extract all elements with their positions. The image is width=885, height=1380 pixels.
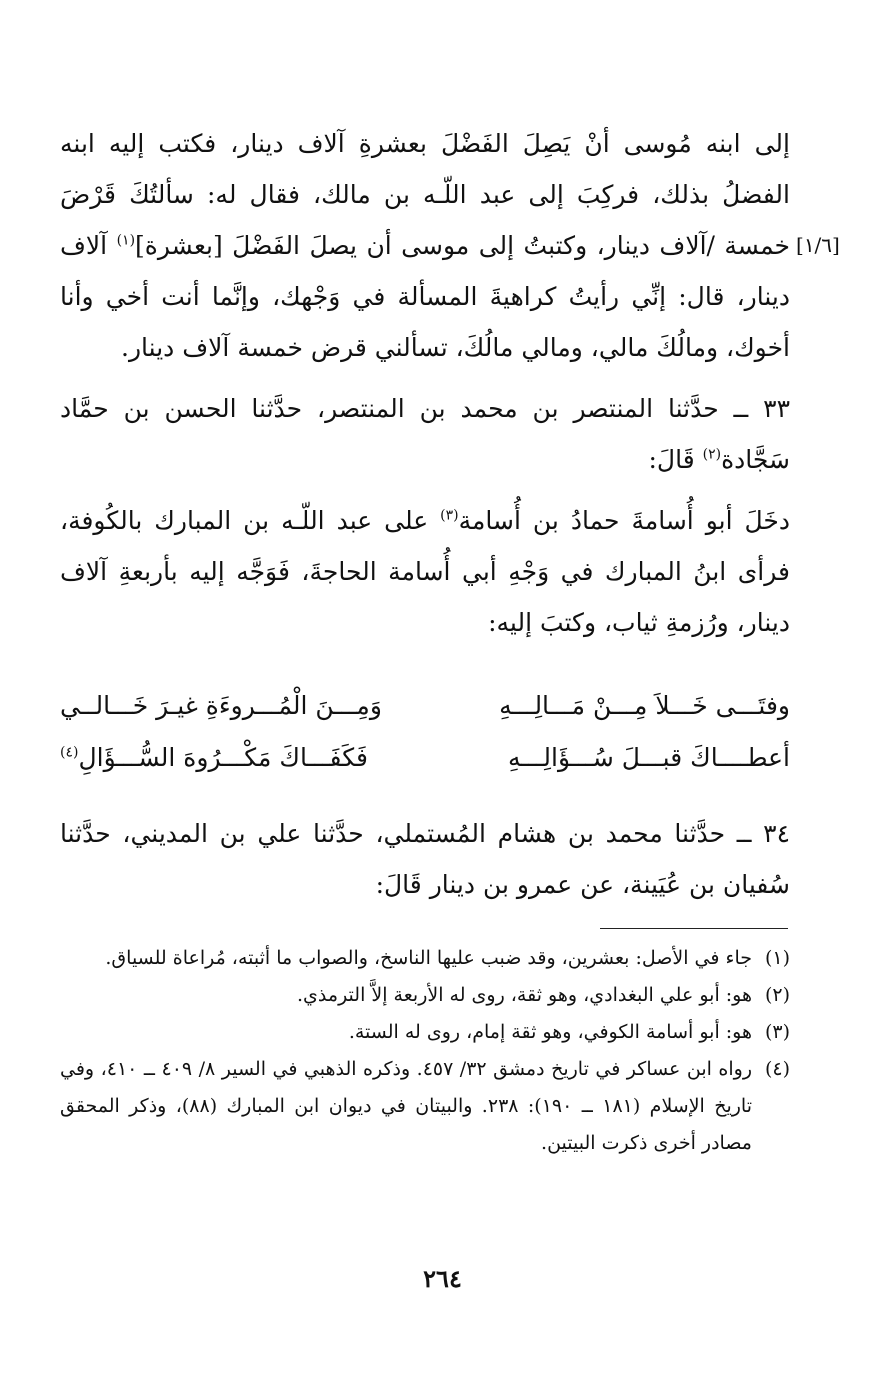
- footnotes: [60, 940, 790, 1162]
- verse-2-second-hemistich-wrap: [60, 732, 368, 784]
- paragraph-2-rest: قَالَ:: [648, 445, 703, 474]
- paragraph-4: ٣٤ ــ حدَّثنا محمد بن هشام المُستملي، حدَّثنا علي بن المديني، حدَّثنا سُفيان بن عُيَينة، عن عمرو بن دينار قَالَ:: [60, 819, 790, 899]
- footnote-ref-4: (٤): [60, 744, 79, 761]
- page-number: ٢٦٤: [423, 1264, 462, 1293]
- footnote-number: (٣): [764, 1021, 790, 1043]
- paragraph-3-rest: على عبد اللّـه بن المبارك بالكُوفة، فرأى ابنُ المبارك في وَجْهِ أبي أُسامة الحاجةَ، فَوَجَّه إليه بأربعةِ آلاف دينار، ورُزمةِ ثياب، وكتبَ إليه:: [60, 506, 790, 637]
- paragraph-1-text: إلى ابنه مُوسى أنْ يَصِلَ الفَضْلَ بعشرةِ آلاف دينار، فكتب إليه ابنه الفضلُ بذلك، فركِبَ إلى عبد اللّـه بن مالك، فقال له: سألتُكَ قَرْضَ خمسة /آلاف دينار، وكتبتُ إلى موسى أن يصلَ الفَضْلَ [بعشرة]: [60, 129, 790, 260]
- footnote-text: هو: أبو أسامة الكوفي، وهو ثقة إمام، روى له الستة.: [348, 1021, 752, 1043]
- footnote-ref-3: (٣): [440, 507, 459, 524]
- footnote-number: (٢): [764, 984, 790, 1006]
- footnote-text: رواه ابن عساكر في تاريخ دمشق ٣٢/ ٤٥٧. وذكره الذهبي في السير ٨/ ٤٠٩ ــ ٤١٠، وفي تاريخ الإسلام (١٨١ ــ ١٩٠): ٢٣٨. والبيتان في ديوان ابن المبارك (٨٨)، وذكر المحقق مصادر أخرى ذكرت البيتين.: [60, 1058, 753, 1154]
- paragraph-1: [60, 118, 790, 373]
- verse-line-2: [60, 732, 790, 784]
- main-text: [60, 118, 790, 648]
- verse-2-second-hemistich: فَكَفَـــاكَ مَكْـــرُوهَ السُّـــؤَالِ: [78, 743, 368, 772]
- poem-verses: [60, 680, 790, 784]
- footnote-ref-2: (٢): [702, 446, 722, 463]
- verse-2-first-hemistich: أعطــــاكَ قبـــلَ سُـــؤَالِـــهِ: [508, 743, 790, 772]
- footnote-text: هو: أبو علي البغدادي، وهو ثقة، روى له الأربعة إلاَّ الترمذي.: [297, 984, 752, 1006]
- paragraph-3-text: دخَلَ أبو أُسامةَ حمادُ بن أُسامة: [458, 506, 791, 535]
- paragraph-1-rest: آلاف دينار، قال: إنِّي رأيتُ كراهيةَ المسألة في وَجْهك، وإنَّما أنت أخي وأنا أخوك، ومالُكَ مالي، ومالي مالُكَ، تسألني قرض خمسة آلاف دينار.: [60, 231, 790, 362]
- footnote-number: (٤): [764, 1058, 790, 1080]
- footnote-4: [60, 1051, 790, 1162]
- paragraph-2-text: ٣٣ ــ حدَّثنا المنتصر بن محمد بن المنتصر، حدَّثنا الحسن بن حمَّاد سَجَّادة: [60, 394, 790, 474]
- verse-line-1: [60, 680, 790, 732]
- footnote-3: [60, 1014, 790, 1051]
- footnote-number: (١): [764, 947, 790, 969]
- footnote-2: [60, 977, 790, 1014]
- paragraph-3: [60, 495, 790, 648]
- paragraph-2: [60, 383, 790, 485]
- verse-1-second-hemistich: وَمِـــنَ الْمُـــروءَةِ غيـرَ خَـــالــي: [60, 691, 382, 720]
- margin-folio-ref: [١/٦]: [796, 233, 840, 257]
- verse-1-first-hemistich: وفتَـــى خَـــلاَ مِـــنْ مَـــالِـــهِ: [499, 691, 790, 720]
- footnote-ref-1: (١): [116, 232, 136, 249]
- footnote-divider: [600, 928, 788, 929]
- footnote-1: [60, 940, 790, 977]
- footnote-text: جاء في الأصل: بعشرين، وقد ضبب عليها الناسخ، والصواب ما أثبته، مُراعاة للسياق.: [105, 947, 752, 969]
